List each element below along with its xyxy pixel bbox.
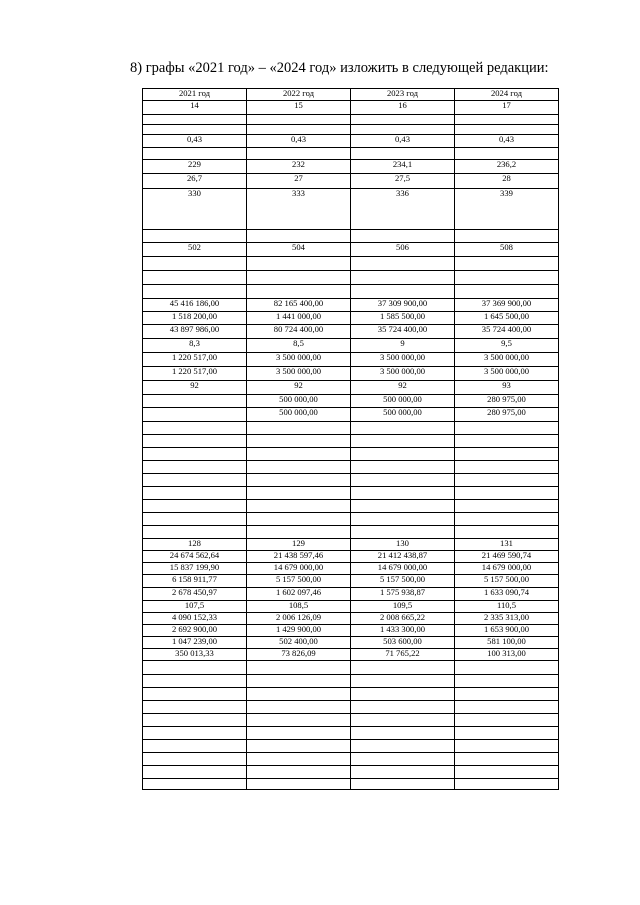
years-table-body (143, 89, 559, 790)
table-cell: 0,43 (247, 135, 351, 148)
table-cell: 502 (143, 243, 247, 257)
table-cell (247, 257, 351, 271)
table-cell (351, 474, 455, 487)
table-cell (247, 125, 351, 135)
table-cell (351, 701, 455, 714)
table-cell (143, 285, 247, 299)
table-row (143, 422, 559, 435)
table-cell: 37 309 900,00 (351, 299, 455, 312)
table-cell: 280 975,00 (455, 408, 559, 422)
table-cell (247, 513, 351, 526)
table-cell: 0,43 (351, 135, 455, 148)
table-cell (351, 779, 455, 790)
table-row (143, 601, 559, 613)
table-cell (351, 285, 455, 299)
table-row (143, 230, 559, 243)
table-row (143, 688, 559, 701)
table-cell (247, 701, 351, 714)
table-cell: 26,7 (143, 174, 247, 189)
table-cell: 504 (247, 243, 351, 257)
table-cell (455, 448, 559, 461)
table-cell: 2 335 313,00 (455, 613, 559, 625)
table-cell: 350 013,33 (143, 649, 247, 661)
table-cell: 0,43 (143, 135, 247, 148)
table-cell: 502 400,00 (247, 637, 351, 649)
table-cell: 27,5 (351, 174, 455, 189)
table-row (143, 474, 559, 487)
table-cell: 5 157 500,00 (247, 575, 351, 588)
table-row (143, 381, 559, 395)
table-cell (351, 513, 455, 526)
table-cell (247, 714, 351, 727)
table-cell: 27 (247, 174, 351, 189)
table-cell (143, 661, 247, 675)
table-cell: 45 416 186,00 (143, 299, 247, 312)
table-cell: 37 369 900,00 (455, 299, 559, 312)
table-cell (143, 727, 247, 740)
table-cell: 3 500 000,00 (247, 367, 351, 381)
table-cell: 1 429 900,00 (247, 625, 351, 637)
table-row (143, 271, 559, 285)
table-cell (247, 526, 351, 539)
table-cell: 3 500 000,00 (351, 367, 455, 381)
header-cell: 2022 год (247, 89, 351, 101)
table-row (143, 727, 559, 740)
table-cell: 129 (247, 539, 351, 551)
table-cell (143, 448, 247, 461)
table-row (143, 135, 559, 148)
table-cell: 232 (247, 160, 351, 174)
table-cell (351, 461, 455, 474)
table-row (143, 299, 559, 312)
table-cell: 1 602 097,46 (247, 588, 351, 601)
table-cell (247, 688, 351, 701)
table-cell: 2 008 665,22 (351, 613, 455, 625)
table-cell (247, 474, 351, 487)
table-cell: 24 674 562,64 (143, 551, 247, 563)
table-cell: 234,1 (351, 160, 455, 174)
table-cell (455, 513, 559, 526)
table-cell: 0,43 (455, 135, 559, 148)
table-row (143, 740, 559, 753)
table-row (143, 766, 559, 779)
table-cell (143, 740, 247, 753)
table-row (143, 115, 559, 125)
table-cell: 5 157 500,00 (455, 575, 559, 588)
table-row (143, 500, 559, 513)
table-cell: 43 897 986,00 (143, 325, 247, 339)
table-row (143, 575, 559, 588)
header-cell: 2024 год (455, 89, 559, 101)
table-cell: 1 585 500,00 (351, 312, 455, 325)
table-cell (455, 779, 559, 790)
table-cell: 333 (247, 189, 351, 230)
table-cell: 16 (351, 101, 455, 115)
table-row (143, 513, 559, 526)
table-cell (247, 422, 351, 435)
table-cell (143, 408, 247, 422)
table-cell (143, 271, 247, 285)
table-cell (247, 487, 351, 500)
table-cell (455, 714, 559, 727)
table-cell (455, 727, 559, 740)
table-cell: 4 090 152,33 (143, 613, 247, 625)
table-cell (247, 740, 351, 753)
table-cell: 229 (143, 160, 247, 174)
table-cell: 1 653 900,00 (455, 625, 559, 637)
table-cell (247, 727, 351, 740)
table-cell (247, 115, 351, 125)
table-cell (455, 526, 559, 539)
table-cell: 500 000,00 (247, 408, 351, 422)
table-cell (247, 271, 351, 285)
document-heading: 8) графы «2021 год» – «2024 год» изложить в следующей редакции: (130, 60, 549, 76)
table-cell: 1 441 000,00 (247, 312, 351, 325)
table-cell: 92 (351, 381, 455, 395)
table-cell (351, 257, 455, 271)
table-cell (351, 487, 455, 500)
table-cell (247, 779, 351, 790)
table-cell (143, 500, 247, 513)
table-cell: 1 433 300,00 (351, 625, 455, 637)
table-cell: 500 000,00 (351, 395, 455, 408)
table-row (143, 125, 559, 135)
table-cell: 80 724 400,00 (247, 325, 351, 339)
table-cell: 35 724 400,00 (455, 325, 559, 339)
table-cell (143, 395, 247, 408)
table-cell (455, 487, 559, 500)
table-cell (351, 435, 455, 448)
table-cell: 2 692 900,00 (143, 625, 247, 637)
table-cell (455, 740, 559, 753)
table-row (143, 367, 559, 381)
table-cell (143, 422, 247, 435)
table-cell (143, 230, 247, 243)
table-row (143, 714, 559, 727)
table-cell (351, 148, 455, 160)
table-cell: 17 (455, 101, 559, 115)
table-cell: 3 500 000,00 (351, 353, 455, 367)
table-cell: 581 100,00 (455, 637, 559, 649)
table-cell (247, 285, 351, 299)
table-row (143, 160, 559, 174)
table-cell (143, 461, 247, 474)
table-cell: 100 313,00 (455, 649, 559, 661)
table-cell (455, 422, 559, 435)
table-row (143, 257, 559, 271)
table-row (143, 448, 559, 461)
table-cell (351, 271, 455, 285)
table-cell: 14 679 000,00 (247, 563, 351, 575)
table-row (143, 285, 559, 299)
table-cell: 5 157 500,00 (351, 575, 455, 588)
table-cell (247, 435, 351, 448)
table-cell (455, 257, 559, 271)
table-cell (143, 714, 247, 727)
table-row (143, 649, 559, 661)
table-cell (455, 435, 559, 448)
table-cell: 93 (455, 381, 559, 395)
table-cell (351, 125, 455, 135)
table-cell (455, 661, 559, 675)
table-cell: 1 645 500,00 (455, 312, 559, 325)
table-cell: 109,5 (351, 601, 455, 613)
table-cell: 14 679 000,00 (455, 563, 559, 575)
table-cell: 1 575 938,87 (351, 588, 455, 601)
table-cell: 1 518 200,00 (143, 312, 247, 325)
table-cell: 3 500 000,00 (455, 353, 559, 367)
table-row (143, 551, 559, 563)
table-cell: 14 679 000,00 (351, 563, 455, 575)
table-row (143, 563, 559, 575)
table-cell (351, 727, 455, 740)
table-cell: 14 (143, 101, 247, 115)
table-cell: 3 500 000,00 (247, 353, 351, 367)
table-cell: 71 765,22 (351, 649, 455, 661)
table-cell (351, 115, 455, 125)
table-cell: 82 165 400,00 (247, 299, 351, 312)
table-row (143, 779, 559, 790)
table-cell (143, 125, 247, 135)
table-cell: 3 500 000,00 (455, 367, 559, 381)
table-row (143, 675, 559, 688)
table-cell (455, 688, 559, 701)
table-cell (143, 257, 247, 271)
table-cell (455, 271, 559, 285)
table-cell (143, 526, 247, 539)
table-cell: 506 (351, 243, 455, 257)
header-cell: 2021 год (143, 89, 247, 101)
table-cell: 2 006 126,09 (247, 613, 351, 625)
table-cell: 2 678 450,97 (143, 588, 247, 601)
table-cell (351, 753, 455, 766)
table-cell (351, 766, 455, 779)
table-cell (455, 125, 559, 135)
table-cell (351, 526, 455, 539)
table-cell (143, 675, 247, 688)
table-cell: 130 (351, 539, 455, 551)
table-cell (455, 285, 559, 299)
table-cell: 110,5 (455, 601, 559, 613)
table-cell (247, 461, 351, 474)
table-cell (351, 661, 455, 675)
table-cell (455, 766, 559, 779)
table-cell (351, 230, 455, 243)
table-cell (143, 753, 247, 766)
table-row (143, 148, 559, 160)
table-cell: 92 (247, 381, 351, 395)
table-cell: 336 (351, 189, 455, 230)
table-row (143, 339, 559, 353)
header-cell: 2023 год (351, 89, 455, 101)
table-row (143, 243, 559, 257)
table-cell (455, 474, 559, 487)
table-row (143, 461, 559, 474)
table-row (143, 395, 559, 408)
table-cell (351, 448, 455, 461)
table-row (143, 189, 559, 230)
table-row (143, 435, 559, 448)
table-cell: 280 975,00 (455, 395, 559, 408)
table-cell (351, 740, 455, 753)
table-cell (143, 766, 247, 779)
table-cell: 107,5 (143, 601, 247, 613)
table-cell (143, 513, 247, 526)
table-row (143, 637, 559, 649)
table-cell (455, 461, 559, 474)
table-cell (143, 701, 247, 714)
table-cell (143, 115, 247, 125)
table-row (143, 325, 559, 339)
table-row (143, 661, 559, 675)
table-row (143, 539, 559, 551)
table-row (143, 526, 559, 539)
table-row (143, 588, 559, 601)
table-cell: 1 220 517,00 (143, 353, 247, 367)
table-cell (247, 675, 351, 688)
table-cell: 73 826,09 (247, 649, 351, 661)
table-cell (143, 688, 247, 701)
header-row (143, 89, 559, 101)
table-row (143, 701, 559, 714)
table-cell (143, 487, 247, 500)
table-cell (247, 753, 351, 766)
table-cell (351, 422, 455, 435)
table-cell (247, 661, 351, 675)
table-cell (351, 500, 455, 513)
table-cell: 108,5 (247, 601, 351, 613)
table-cell: 8,5 (247, 339, 351, 353)
table-cell: 500 000,00 (351, 408, 455, 422)
table-cell (247, 148, 351, 160)
table-cell: 1 633 090,74 (455, 588, 559, 601)
table-cell: 128 (143, 539, 247, 551)
table-cell (351, 675, 455, 688)
table-cell: 21 469 590,74 (455, 551, 559, 563)
table-row (143, 408, 559, 422)
table-row (143, 174, 559, 189)
table-cell: 503 600,00 (351, 637, 455, 649)
table-cell (455, 230, 559, 243)
table-row (143, 101, 559, 115)
table-cell: 339 (455, 189, 559, 230)
table-cell (351, 688, 455, 701)
table-cell: 21 438 597,46 (247, 551, 351, 563)
table-cell: 28 (455, 174, 559, 189)
table-row (143, 312, 559, 325)
table-cell: 1 220 517,00 (143, 367, 247, 381)
table-cell (143, 779, 247, 790)
table-cell: 6 158 911,77 (143, 575, 247, 588)
table-row (143, 753, 559, 766)
table-cell: 9,5 (455, 339, 559, 353)
table-cell (455, 675, 559, 688)
table-cell: 508 (455, 243, 559, 257)
table-cell: 8,3 (143, 339, 247, 353)
table-cell (455, 500, 559, 513)
table-cell: 131 (455, 539, 559, 551)
table-cell: 1 047 239,00 (143, 637, 247, 649)
table-cell (247, 500, 351, 513)
table-cell (247, 766, 351, 779)
table-cell: 236,2 (455, 160, 559, 174)
table-cell (351, 714, 455, 727)
table-cell (455, 115, 559, 125)
table-cell: 9 (351, 339, 455, 353)
table-cell (247, 230, 351, 243)
years-table (142, 88, 559, 790)
table-cell (455, 148, 559, 160)
table-cell: 500 000,00 (247, 395, 351, 408)
table-cell: 15 (247, 101, 351, 115)
table-cell (247, 448, 351, 461)
table-row (143, 625, 559, 637)
table-cell: 330 (143, 189, 247, 230)
table-row (143, 487, 559, 500)
table-cell: 15 837 199,90 (143, 563, 247, 575)
table-cell (143, 148, 247, 160)
table-cell: 92 (143, 381, 247, 395)
table-row (143, 613, 559, 625)
table-cell (143, 474, 247, 487)
table-cell (455, 701, 559, 714)
table-cell (455, 753, 559, 766)
table-cell (143, 435, 247, 448)
table-cell: 35 724 400,00 (351, 325, 455, 339)
table-cell: 21 412 438,87 (351, 551, 455, 563)
table-row (143, 353, 559, 367)
